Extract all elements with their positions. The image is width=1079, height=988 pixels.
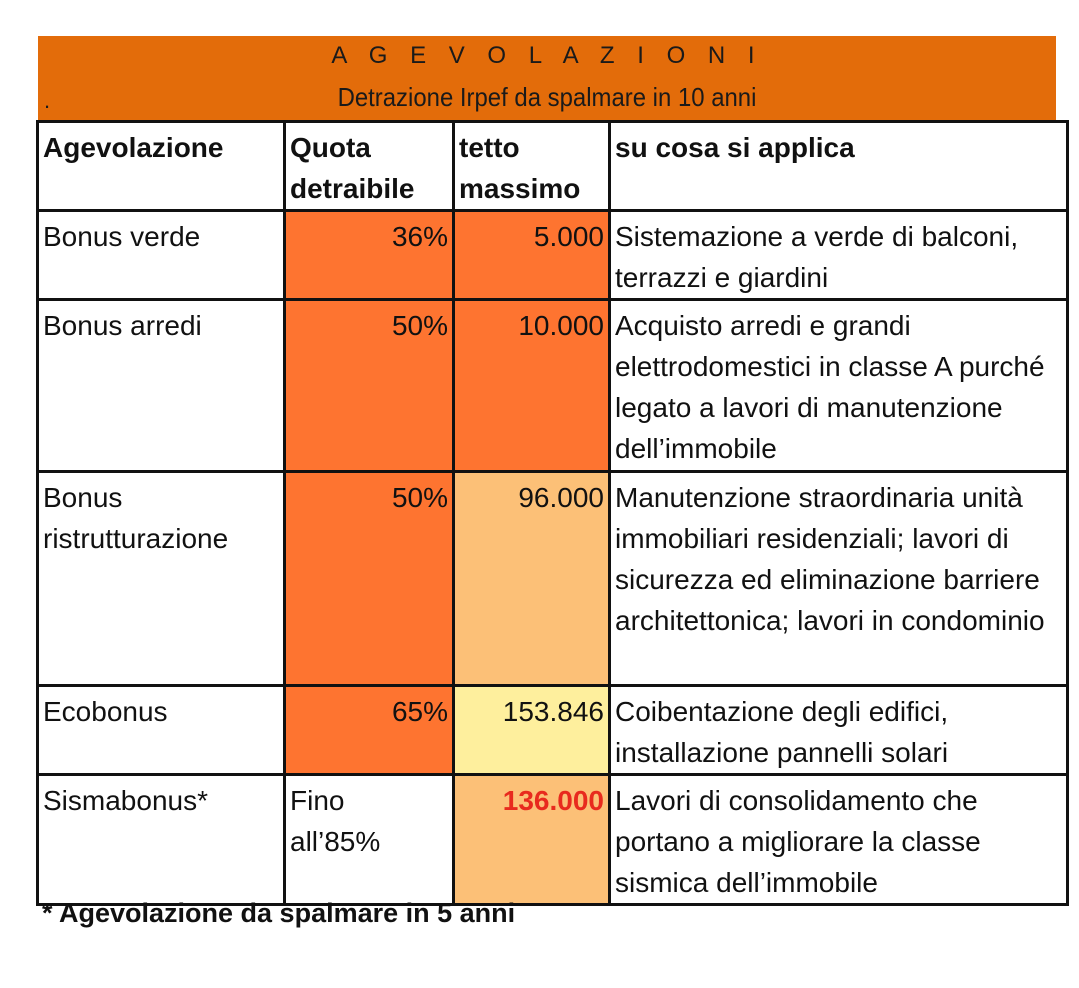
header-agevolazione <box>38 122 285 211</box>
cell-line-highlight: 136.000 <box>502 785 604 816</box>
cell-line: dell’immobile <box>615 433 777 464</box>
row-desc <box>610 686 1068 775</box>
cell-line: sicurezza ed eliminazione barriere <box>615 564 1040 595</box>
cell-line: 96.000 <box>518 482 604 513</box>
cell-line: Ecobonus <box>43 696 168 727</box>
cell-line: portano a migliorare la classe <box>615 826 981 857</box>
cell-line: 50% <box>391 482 448 513</box>
row-desc <box>610 300 1068 472</box>
row-desc <box>610 472 1068 686</box>
cell-line: Bonus <box>43 482 123 513</box>
header-line: su cosa si applica <box>615 132 855 163</box>
table-row <box>38 775 1068 905</box>
banner-dot: . <box>44 88 51 113</box>
table-row <box>38 472 1068 686</box>
row-quota <box>285 686 454 775</box>
cell-line: Sismabonus* <box>43 785 208 816</box>
row-quota <box>285 211 454 300</box>
table-row <box>38 686 1068 775</box>
row-desc <box>610 211 1068 300</box>
cell-line: sismica dell’immobile <box>615 867 878 898</box>
cell-line: Manutenzione straordinaria unità <box>615 482 1023 513</box>
cell-line: terrazzi e giardini <box>615 262 829 293</box>
row-desc <box>610 775 1068 905</box>
cell-line: Bonus verde <box>43 221 201 252</box>
row-name <box>38 300 285 472</box>
header-line: Agevolazione <box>43 132 224 163</box>
cell-line: 5.000 <box>533 221 604 252</box>
header-banner <box>38 36 1056 122</box>
row-name <box>38 472 285 686</box>
cell-line: architettonica; lavori in condominio <box>615 605 1045 636</box>
row-tetto <box>454 686 610 775</box>
cell-line: installazione pannelli solari <box>615 737 949 768</box>
header-tetto <box>454 122 610 211</box>
cell-line: 50% <box>391 310 448 341</box>
cell-line: immobiliari residenziali; lavori di <box>615 523 1009 554</box>
header-line: massimo <box>459 173 581 204</box>
cell-line: 10.000 <box>518 310 604 341</box>
cell-line: 153.846 <box>502 696 604 727</box>
footnote: * Agevolazione da spalmare in 5 anni <box>42 898 516 928</box>
row-quota <box>285 775 454 905</box>
row-tetto <box>454 472 610 686</box>
cell-line: legato a lavori di manutenzione <box>615 392 1003 423</box>
table-row <box>38 211 1068 300</box>
benefits-table <box>36 120 1069 906</box>
cell-line: Fino <box>290 785 345 816</box>
row-name <box>38 686 285 775</box>
table-header-row <box>38 122 1068 211</box>
table-row <box>38 300 1068 472</box>
row-quota <box>285 472 454 686</box>
header-line: tetto <box>459 132 520 163</box>
row-tetto <box>454 211 610 300</box>
cell-line: ristrutturazione <box>43 523 229 554</box>
cell-line: elettrodomestici in classe A purché <box>615 351 1045 382</box>
row-tetto <box>454 300 610 472</box>
cell-line: all’85% <box>290 826 381 857</box>
row-tetto <box>454 775 610 905</box>
header-line: detraibile <box>290 173 415 204</box>
cell-line: Sistemazione a verde di balconi, <box>615 221 1019 252</box>
cell-line: Lavori di consolidamento che <box>615 785 978 816</box>
row-name <box>38 775 285 905</box>
banner-title: A G E V O L A Z I O N I <box>331 42 763 69</box>
cell-line: 36% <box>391 221 448 252</box>
row-quota <box>285 300 454 472</box>
header-line: Quota <box>290 132 371 163</box>
cell-line: Coibentazione degli edifici, <box>615 696 949 727</box>
header-quota <box>285 122 454 211</box>
cell-line: Bonus arredi <box>43 310 202 341</box>
row-name <box>38 211 285 300</box>
cell-line: Acquisto arredi e grandi <box>615 310 911 341</box>
cell-line: 65% <box>391 696 448 727</box>
banner-subtitle: Detrazione Irpef da spalmare in 10 anni <box>337 82 757 112</box>
header-applica <box>610 122 1068 211</box>
